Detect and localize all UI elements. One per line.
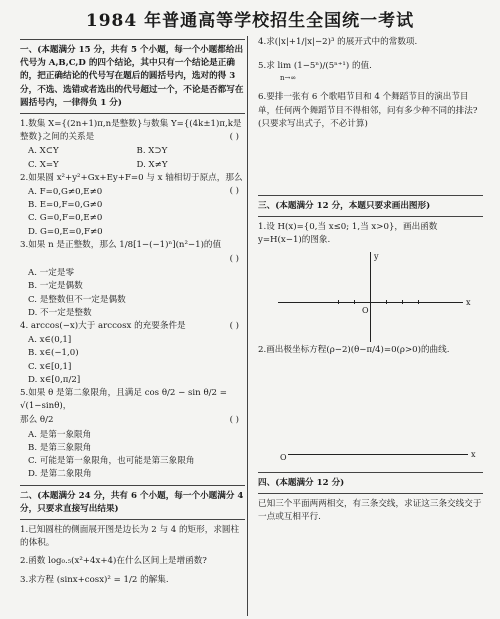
- question-text: 那么 θ/2: [20, 415, 54, 426]
- rule: [20, 519, 245, 520]
- x-tick: [418, 300, 419, 304]
- section-1-header: 一、(本题满分 15 分，共有 5 个小题，每一个小题都给出代号为 A,B,C,D 的四个结论，其中只有一个结论是正确的，把正确结论的代号写在题后的圆括号内，选对的得 3 分，不选、选错或者选出的代号超过一个，不论是否都写在圆括号内，一律得负 1 分): [20, 45, 244, 108]
- x-tick: [402, 300, 403, 304]
- x-tick: [386, 300, 387, 304]
- column-divider: [247, 36, 248, 616]
- option-b: B. x∈(−1,0): [28, 348, 79, 359]
- question-text: 4. arccos(−x)大于 arccosx 的充要条件是: [20, 321, 186, 332]
- option-a: A. F=0,G≠0,E≠0: [28, 187, 103, 198]
- section-2-header: 二、(本题满分 24 分，共有 6 个小题，每一个小题满分 4 分，只要求直接写出结果): [20, 490, 244, 514]
- rule: [258, 195, 483, 196]
- x-axis-label: x: [471, 449, 476, 459]
- s2-question-3: 3.求方程 (sinx+cosx)² = 1/2 的解集.: [20, 574, 169, 585]
- graph-1-axes: [278, 252, 478, 342]
- option-c: C. 是整数但不一定是偶数: [28, 294, 126, 305]
- s2-question-6: 6.要排一张有 6 个歌唱节目和 4 个舞蹈节目的演出节目单，任何两个舞蹈节目不得相邻，问有多少种不同的排法?(只要求写出式子，不必计算): [258, 92, 478, 129]
- s3-question-1: 1.设 H(x)={0,当 x≤0; 1,当 x>0}，画出函数 y=H(x−1)的图象.: [258, 222, 438, 246]
- answer-parens-row: [20, 253, 245, 266]
- option-a: A. x∈(0,1]: [28, 335, 72, 346]
- s2-question-2: 2.函数 log₀.₅(x²+4x+4)在什么区间上是增函数?: [20, 556, 207, 567]
- answer-parens: ( ): [229, 321, 239, 332]
- s1-q1-options: [28, 145, 245, 158]
- origin-label: O: [362, 305, 369, 315]
- x-tick: [338, 300, 339, 304]
- graph-2-axes: [278, 359, 478, 469]
- section-3-header: 三、(本题满分 12 分，本题只要求画出图形): [258, 201, 431, 212]
- limit-subscript: n→∞: [280, 74, 297, 83]
- s1-q1-options: [28, 159, 245, 172]
- option-d: D. X≠Y: [136, 159, 168, 170]
- option-a: A. X⊂Y: [28, 146, 59, 157]
- s1-question-4: [20, 320, 245, 333]
- question-text: 2.如果圆 x²+y²+Gx+Ey+F=0 与 x 轴相切于原点，那么: [20, 172, 243, 183]
- question-text: 5.求 lim (1−5ⁿ)/(5ⁿ⁺¹) 的值.: [258, 61, 372, 72]
- option-b: B. 是第三象限角: [28, 442, 92, 453]
- section-4-header: 四、(本题满分 12 分): [258, 477, 345, 488]
- left-column: [20, 36, 245, 588]
- option-b: B. E=0,F=0,G≠0: [28, 200, 103, 211]
- option-d: D. 不一定是整数: [28, 307, 92, 318]
- option-d: D. x∈[0,π/2]: [28, 374, 81, 385]
- option-c: C. G=0,F=0,E≠0: [28, 213, 103, 224]
- question-text: 3.如果 n 是正整数，那么 1/8[1−(−1)ⁿ](n²−1)的值: [20, 239, 222, 250]
- x-axis-label: x: [466, 297, 471, 307]
- origin-label: O: [280, 452, 287, 462]
- rule: [20, 485, 245, 486]
- rule: [258, 472, 483, 473]
- option-b: B. 一定是偶数: [28, 281, 83, 292]
- s2-question-4: 4.求(|x|+1/|x|−2)³ 的展开式中的常数项.: [258, 37, 418, 47]
- option-c: C. x∈[0,1]: [28, 361, 72, 372]
- answer-parens: ( ): [229, 415, 239, 426]
- right-column: [258, 36, 483, 525]
- option-d: D. G=0,E=0,F≠0: [28, 226, 103, 237]
- option-c: C. X=Y: [28, 159, 59, 170]
- answer-parens: ( ): [229, 132, 239, 143]
- s2-question-1: 1.已知圆柱的侧面展开图是边长为 2 与 4 的矩形，求圆柱的体积。: [20, 524, 240, 549]
- x-tick: [354, 300, 355, 304]
- s4-question: 已知三个平面两两相交，有三条交线，求证这三条交线交于一点或互相平行.: [258, 499, 482, 523]
- exam-title: 1984 年普通高等学校招生全国统一考试: [85, 11, 415, 31]
- option-c: C. 可能是第一象限角，也可能是第三象限角: [28, 456, 195, 467]
- s1-question-5b: [20, 414, 245, 427]
- s1-question-5: [20, 387, 245, 413]
- question-text: 1.数集 X={(2n+1)π,n是整数}与数集 Y={(4k±1)π,k是整数}之间的关系是: [20, 119, 242, 143]
- rule: [258, 493, 483, 494]
- s1-question-1: [20, 118, 245, 144]
- option-a: A. 是第一象限角: [28, 429, 92, 440]
- x-axis: [288, 454, 468, 455]
- option-d: D. 是第二象限角: [28, 469, 92, 480]
- option-b: B. X⊃Y: [136, 146, 168, 157]
- option-a: A. 一定是零: [28, 268, 75, 279]
- answer-parens: ( ): [229, 254, 239, 265]
- question-text: 5.如果 θ 是第二象限角，且满足 cos θ/2 − sin θ/2 = √(1−sinθ)，: [20, 388, 227, 412]
- rule: [258, 216, 483, 217]
- s1-question-3: [20, 239, 245, 252]
- rule: [20, 39, 245, 40]
- answer-parens: ( ): [229, 186, 239, 197]
- rule: [20, 113, 245, 114]
- y-axis-label: y: [374, 251, 379, 261]
- s2-question-5: [258, 60, 483, 73]
- s3-question-2: 2.画出极坐标方程(ρ−2)(θ−π/4)=0(ρ>0)的曲线.: [258, 344, 450, 355]
- y-axis: [370, 252, 371, 342]
